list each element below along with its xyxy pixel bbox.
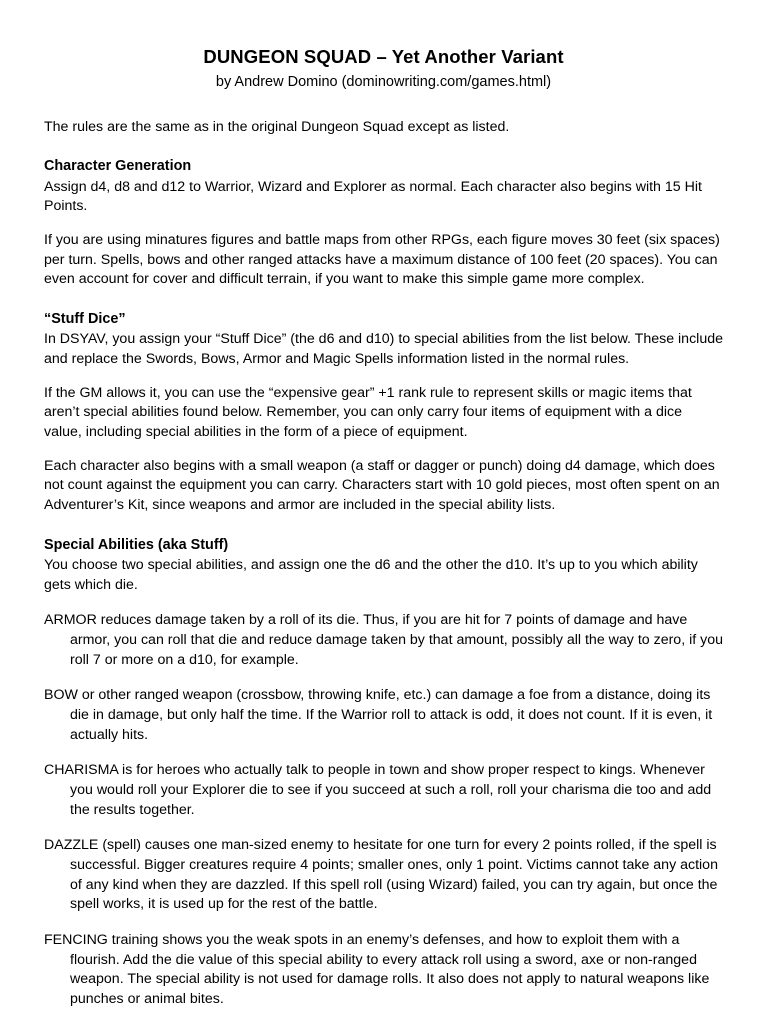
section-special-abilities <box>44 536 723 1010</box>
page-title: DUNGEON SQUAD – Yet Another Variant <box>203 46 564 67</box>
paragraph: You choose two special abilities, and assign one the d6 and the other the d10. It’s up to you which ability gets which die. <box>44 557 698 593</box>
section-stuff-dice <box>44 310 723 516</box>
ability-entry: FENCING training shows you the weak spots in an enemy’s defenses, and how to exploit them with a flourish. Add the die value of this special ability to every attack roll using a sword, axe or non-ranged weapon. The special ability is not used for damage rolls. It also does not apply to natural weapons like punches or animal bites. <box>44 931 710 1007</box>
author-byline: by Andrew Domino (dominowriting.com/games.html) <box>215 74 552 91</box>
paragraph: If the GM allows it, you can use the “expensive gear” +1 rank rule to represent skills or magic items that aren’t special abilities found below. Remember, you can only carry four items of equipment with a dice value, including special abilities in the form of a piece of equipment. <box>44 384 692 440</box>
section-character-generation <box>44 157 723 290</box>
ability-entry: DAZZLE (spell) causes one man-sized enemy to hesitate for one turn for every 2 points rolled, if the spell is successful. Bigger creatures require 4 points; smaller ones, only 1 point. Victims cannot take any action of any kind when they are dazzled. If this spell roll (using Wizard) failed, you can try again, but once the spell works, it is used up for the rest of the battle. <box>44 837 718 913</box>
ability-entry: BOW or other ranged weapon (crossbow, throwing knife, etc.) can damage a foe from a distance, doing its die in damage, but only half the time. If the Warrior roll to attack is odd, it does not count. If it is even, it actually hits. <box>44 687 713 743</box>
paragraph: In DSYAV, you assign your “Stuff Dice” (the d6 and d10) to special abilities from the list below. These include and replace the Swords, Bows, Armor and Magic Spells information listed in the normal rules. <box>44 331 723 367</box>
intro-paragraph: The rules are the same as in the original Dungeon Squad except as listed. <box>44 118 510 135</box>
paragraph: If you are using minatures figures and battle maps from other RPGs, each figure moves 30 feet (six spaces) per turn. Spells, bows and other ranged attacks have a maximum distance of 100 feet (20 spaces). You can even account for cover and difficult terrain, if you want to make this simple game more complex. <box>44 231 720 288</box>
section-heading: Special Abilities (aka Stuff) <box>44 536 229 553</box>
paragraph: Each character also begins with a small weapon (a staff or dagger or punch) doing d4 damage, which does not count against the equipment you can carry. Characters start with 10 gold pieces, most often spent on an Adventurer’s Kit, since weapons and armor are included in the special ability lists. <box>44 457 720 513</box>
paragraph: Assign d4, d8 and d12 to Warrior, Wizard and Explorer as normal. Each character also begins with 15 Hit Points. <box>44 178 702 215</box>
ability-entry: CHARISMA is for heroes who actually talk to people in town and show proper respect to kings. Whenever you would roll your Explorer die to see if you succeed at such a roll, roll your charisma die too and add the results together. <box>44 762 712 818</box>
ability-entry: ARMOR reduces damage taken by a roll of its die. Thus, if you are hit for 7 points of damage and have armor, you can roll that die and reduce damage taken by that amount, possibly all the way to zero, if you roll 7 or more on a d10, for example. <box>44 612 723 668</box>
section-heading: “Stuff Dice” <box>44 310 126 327</box>
section-heading: Character Generation <box>44 158 192 175</box>
